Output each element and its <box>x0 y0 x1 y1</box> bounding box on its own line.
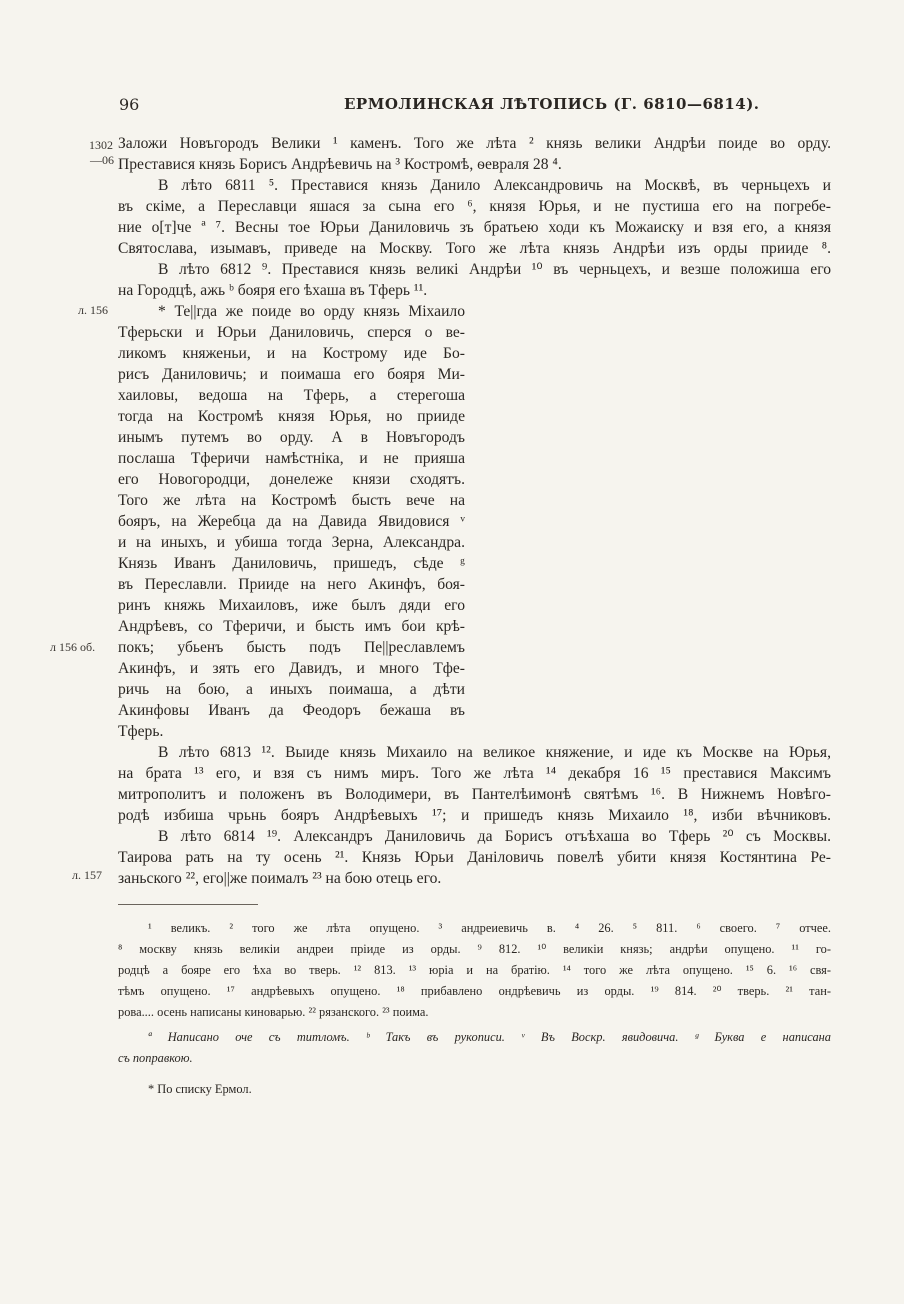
text-line: В лѣто 6811 ⁵. Преставися князь Данило Александровичь на Москвѣ, въ черньцехъ и <box>158 177 831 194</box>
text-line: * Те||гда же поиде во орду князь Міхаило <box>158 303 465 320</box>
text-line: тогда на Костромѣ князя Юрья, но прииде <box>118 408 465 425</box>
text-line: его Новогородци, донележе князи сходятъ. <box>118 471 465 488</box>
source-note: * По списку Ермол. <box>148 1082 252 1096</box>
text-line: митрополитъ и положенъ въ Володимери, въ Пантелѣимонѣ святѣмъ ¹⁶. В Нижнемъ Новѣго- <box>118 786 831 803</box>
margin-folio-157: л. 157 <box>72 868 102 882</box>
text-line: родѣ избиша чрьнь бояръ Андрѣевыхъ ¹⁷; и пришедъ князь Михаило ¹⁸, изби вѣчниковъ. <box>118 807 831 824</box>
margin-year-06: —06 <box>90 153 114 167</box>
text-line: ликомъ княженьи, и на Кострому иде Бо- <box>118 345 465 362</box>
text-line: ние о[т]че ª ⁷. Весны тое Юрьи Даниловичь зъ братьею ходи къ Можаиску и взя его, а князя <box>118 219 831 236</box>
footnote-divider <box>118 904 258 905</box>
footnote-line: ª Написано оче съ титломъ. ᵇ Такъ въ рукописи. ᵛ Въ Воскр. явидовича. ᵍ Буква е написана <box>148 1030 831 1044</box>
margin-year-1302: 1302 <box>89 138 113 152</box>
text-line: и на иныхъ, и убиша тогда Зерна, Александра. <box>118 534 465 551</box>
text-line: на брата ¹³ его, и взя съ нимъ миръ. Того же лѣта ¹⁴ декабря 16 ¹⁵ преставися Максимъ <box>118 765 831 782</box>
text-line: Князь Иванъ Даниловичь, пришедъ, сѣде ᵍ <box>118 555 465 572</box>
footnote-line: рова.... осень написаны киноварью. ²² рязанского. ²³ поима. <box>118 1005 429 1019</box>
text-line: ричь на бою, а иныхъ поимаша, а дѣти <box>118 681 465 698</box>
text-line: бояръ, на Жеребца да на Давида Явидовися ᵛ <box>118 513 465 530</box>
text-line: В лѣто 6812 ⁹. Преставися князь великі Андрѣи ¹⁰ въ черньцехъ, и везше положиша его <box>158 261 831 278</box>
text-line: Заложи Новъгородъ Велики ¹ каменъ. Того же лѣта ² князь велики Андрѣи поиде во орду. <box>118 135 831 152</box>
text-line: Тферь. <box>118 723 164 740</box>
text-line: Преставися князь Борисъ Андрѣевичь на ³ Костромѣ, ѳевраля 28 ⁴. <box>118 156 562 173</box>
footnote-line: родцѣ а бояре его ѣха во тверь. ¹² 813. ¹³ юріа и на братію. ¹⁴ того же лѣта опущено. ¹⁵ 6. ¹⁶ свя- <box>118 963 831 977</box>
text-line: ринъ княжь Михаиловъ, иже былъ дяди его <box>118 597 465 614</box>
text-line: В лѣто 6814 ¹⁹. Александръ Даниловичь да Борисъ отъѣхаша во Тферь ²⁰ съ Москвы. <box>158 828 831 845</box>
margin-folio-156-ob: л 156 об. <box>50 640 96 654</box>
text-line: покъ; убьенъ бысть подъ Пе||реславлемъ <box>118 639 465 656</box>
text-line: въ скіме, а Переславци яшася за сына его ⁶, князя Юрья, и не пустиша его на погребе- <box>118 198 831 215</box>
text-line: Того же лѣта на Костромѣ бысть вече на <box>118 492 465 509</box>
text-line: Святослава, изымавъ, приведе на Москву. Того же лѣта князь Андрѣи изъ орды прииде ⁸. <box>118 240 831 257</box>
page-header <box>0 93 904 117</box>
text-line: Тферьски и Юрьи Даниловичь, сперся о ве- <box>118 324 465 341</box>
text-line: В лѣто 6813 ¹². Выиде князь Михаило на великое княжение, и иде къ Москве на Юрья, <box>158 744 831 761</box>
footnote-line: ⁸ москву князь великіи андреи пріиде из орды. ⁹ 812. ¹⁰ великіи князь; андрѣи опущено. ¹¹ го- <box>118 942 831 956</box>
text-line: послаша Тферичи намѣстніка, и не прияша <box>118 450 465 467</box>
text-line: заньского ²², его||же поималъ ²³ на бою отець его. <box>118 870 442 887</box>
text-line: Акинфъ, и зять его Давидъ, и много Тфе- <box>118 660 465 677</box>
text-line: хаиловы, ведоша на Тферь, а стерегоша <box>118 387 465 404</box>
margin-folio-156: л. 156 <box>78 303 108 317</box>
footnote-line: тѣмъ опущено. ¹⁷ андрѣевыхъ опущено. ¹⁸ прибавлено ондрѣевичь из орды. ¹⁹ 814. ²⁰ тверь. ²¹ тан- <box>118 984 831 998</box>
text-line: на Городцѣ, ажь ᵇ бояря его ѣхаша въ Тферь ¹¹. <box>118 282 428 299</box>
footnote-line: ¹ великъ. ² того же лѣта опущено. ³ андреиевичь в. ⁴ 26. ⁵ 811. ⁶ своего. ⁷ отчее. <box>148 921 831 935</box>
text-line: въ Переславли. Прииде на него Акинфъ, боя- <box>118 576 465 593</box>
running-title: ЕРМОЛИНСКАЯ ЛѢТОПИСЬ (Г. 6810—6814). <box>344 95 760 113</box>
text-line: рисъ Даниловичь; и поимаша его бояря Ми- <box>118 366 465 383</box>
text-line: Акинфовы Иванъ да Феодоръ бежаша въ <box>118 702 465 719</box>
page-number: 96 <box>119 95 140 114</box>
text-line: Таирова рать на ту осень ²¹. Князь Юрьи Даніловичь повелѣ убити князя Костянтина Ре- <box>118 849 831 866</box>
footnote-line: съ поправкою. <box>118 1051 193 1065</box>
text-line: инымъ путемъ во орду. А в Новъгородъ <box>118 429 465 446</box>
text-line: Андрѣевъ, со Тферичи, и бысть имъ бои крѣ- <box>118 618 465 635</box>
